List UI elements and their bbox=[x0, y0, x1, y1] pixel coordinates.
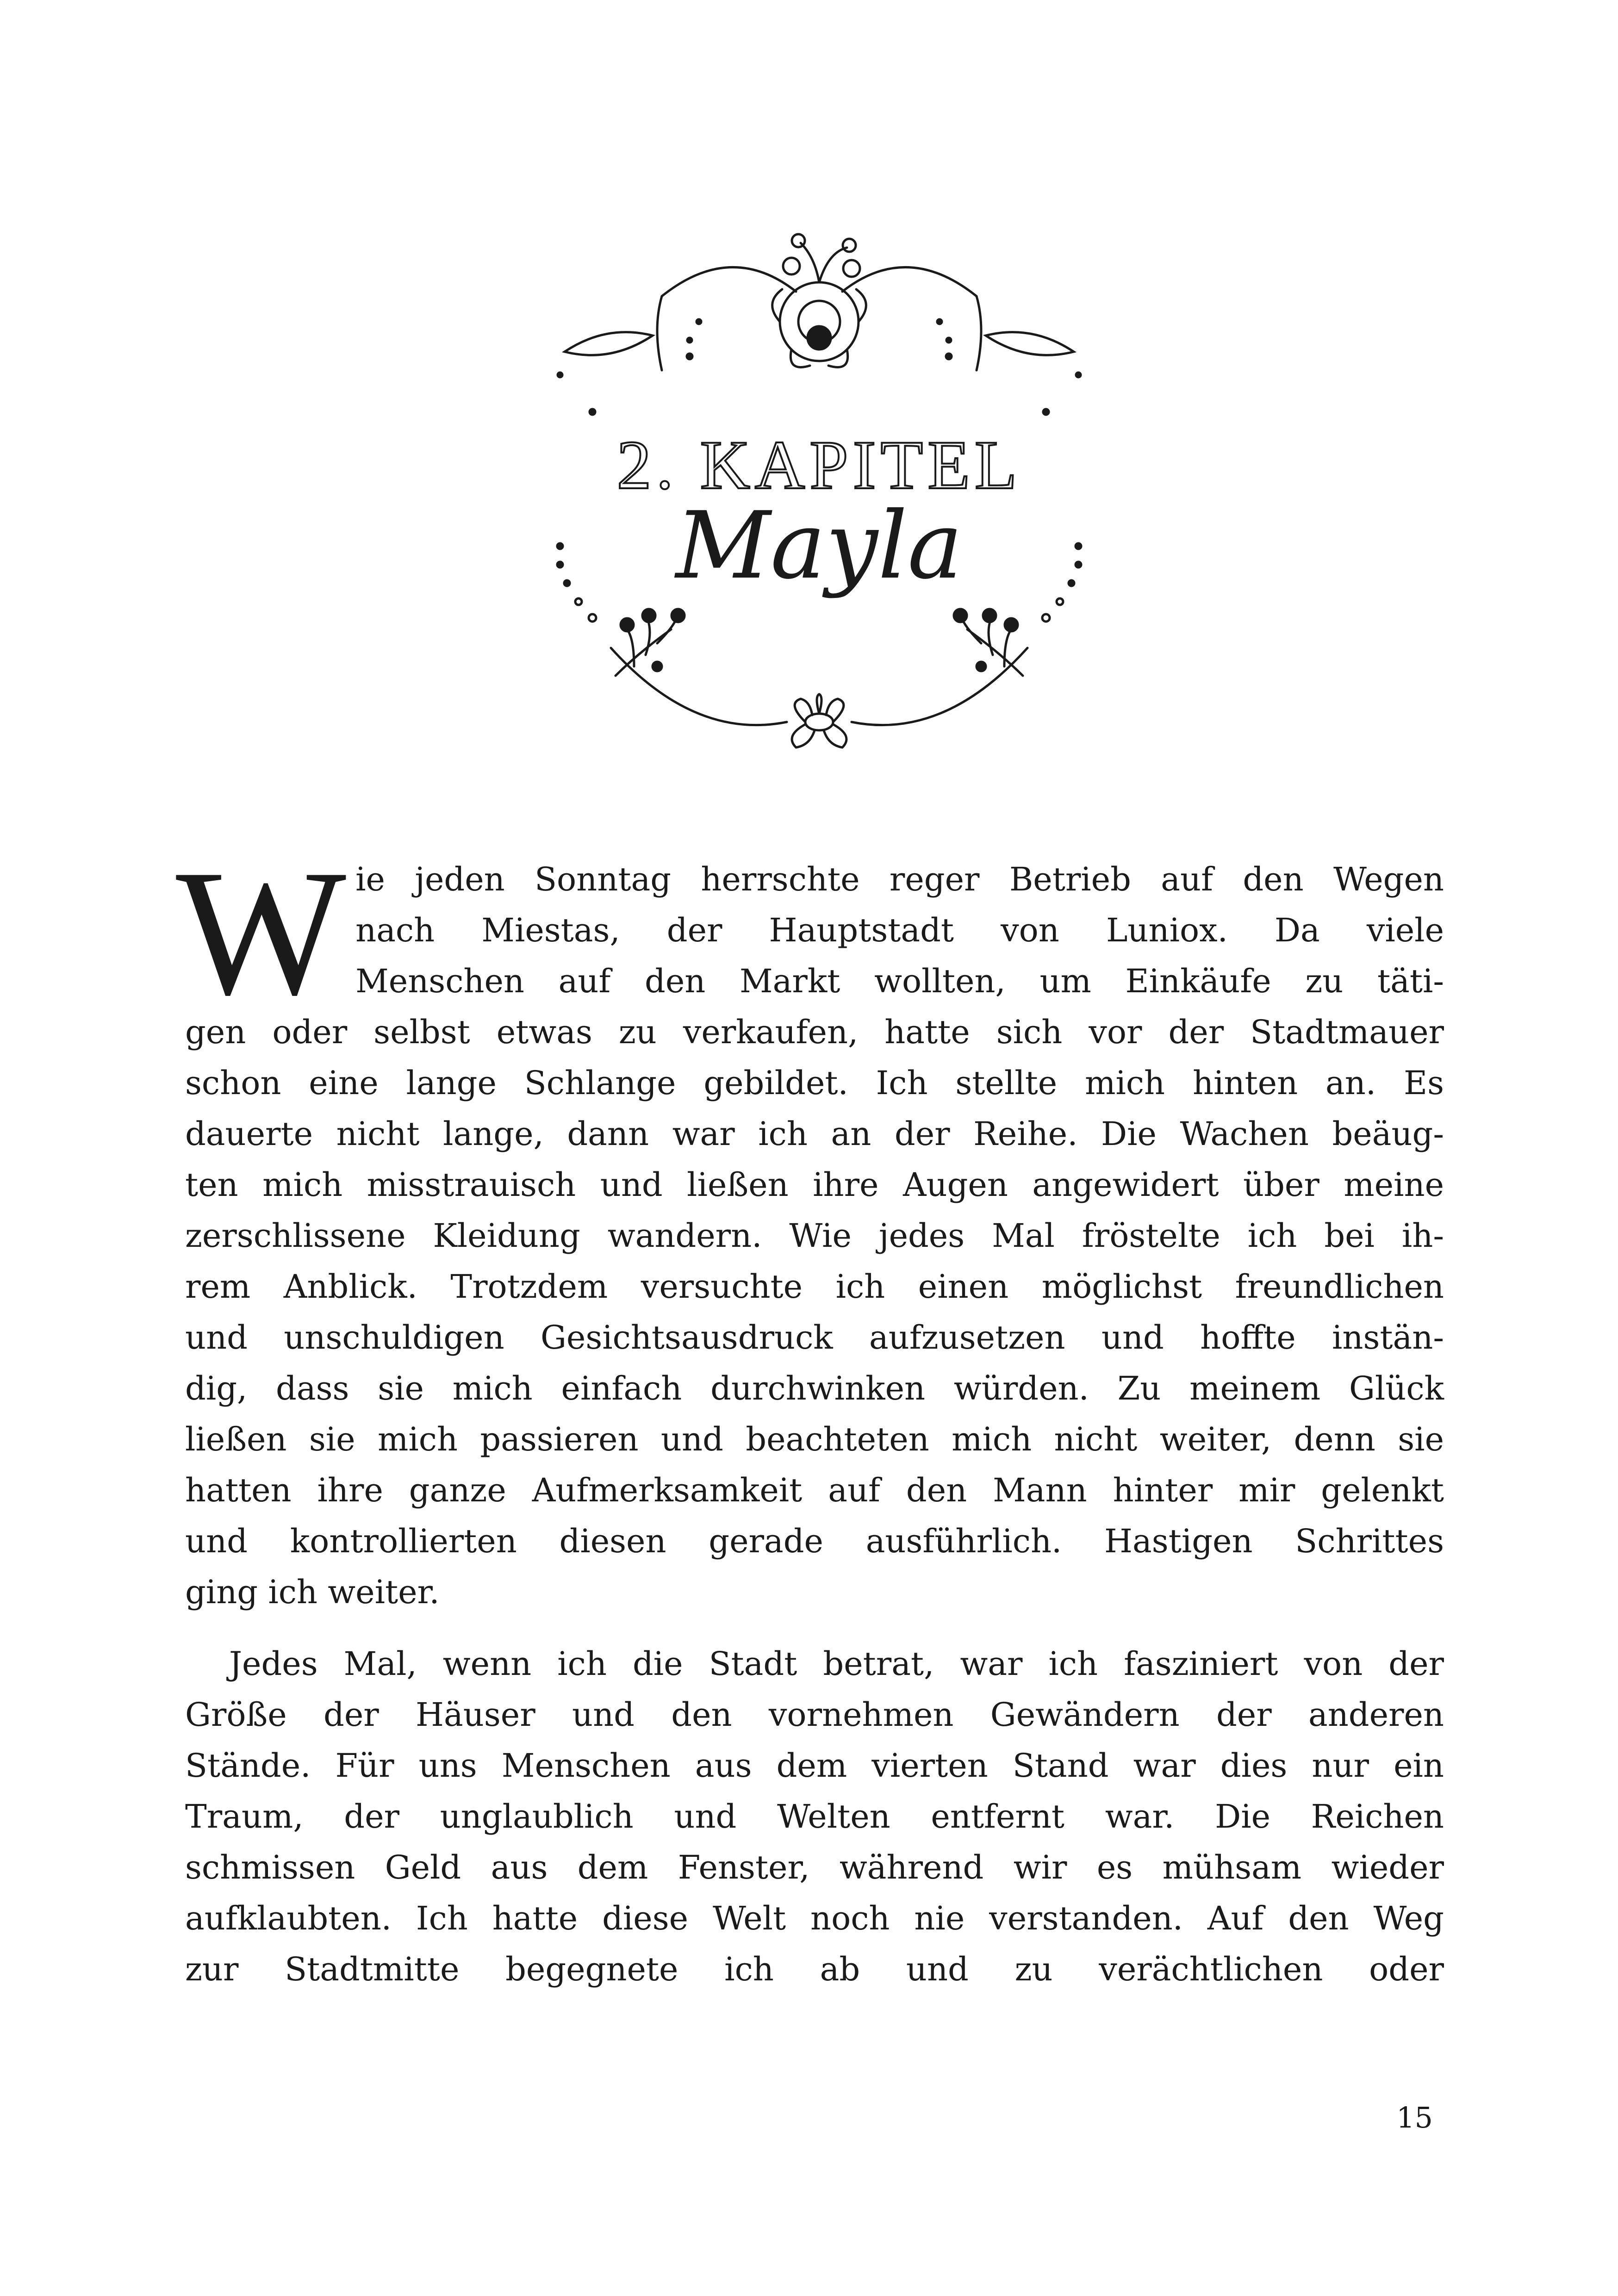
text-line: gen oder selbst etwas zu verkaufen, hatte sich vor der Stadtmauer bbox=[185, 1013, 1444, 1051]
drop-cap: W bbox=[176, 833, 347, 1033]
text-line: schon eine lange Schlange gebildet. Ich stellte mich hinten an. Es bbox=[185, 1064, 1444, 1102]
paragraph-2 bbox=[185, 1638, 1444, 1995]
text-line: Jedes Mal, wenn ich die Stadt betrat, war ich fasziniert von der bbox=[229, 1645, 1444, 1683]
text-line: ie jeden Sonntag herrschte reger Betrieb auf den Wegen bbox=[355, 860, 1444, 898]
text-line: dig, dass sie mich einfach durchwinken würden. Zu meinem Glück bbox=[185, 1369, 1444, 1407]
text-line: dauerte nicht lange, dann war ich an der Reihe. Die Wachen beäug- bbox=[185, 1115, 1444, 1153]
text-line: Stände. Für uns Menschen aus dem vierten Stand war dies nur ein bbox=[185, 1747, 1444, 1785]
text-line: Menschen auf den Markt wollten, um Einkäufe zu täti- bbox=[355, 962, 1444, 1000]
chapter-body bbox=[176, 833, 1444, 1995]
chapter-name: Mayla bbox=[675, 492, 963, 600]
text-line: Traum, der unglaublich und Welten entfernt war. Die Reichen bbox=[185, 1798, 1444, 1836]
text-line: schmissen Geld aus dem Fenster, während wir es mühsam wieder bbox=[185, 1848, 1444, 1886]
text-line: ten mich misstrauisch und ließen ihre Augen angewidert über meine bbox=[185, 1166, 1444, 1204]
page-number: 15 bbox=[1396, 2101, 1433, 2134]
text-line: zerschlissene Kleidung wandern. Wie jedes Mal fröstelte ich bei ih- bbox=[185, 1217, 1444, 1255]
text-line: zur Stadtmitte begegnete ich ab und zu verächtlichen oder bbox=[185, 1950, 1444, 1988]
text-line: und kontrollierten diesen gerade ausführlich. Hastigen Schrittes bbox=[185, 1522, 1444, 1560]
text-line: hatten ihre ganze Aufmerksamkeit auf den Mann hinter mir gelenkt bbox=[185, 1471, 1444, 1509]
text-line: nach Miestas, der Hauptstadt von Luniox. Da viele bbox=[355, 911, 1444, 949]
chapter-number: 2. KAPITEL bbox=[616, 427, 1022, 504]
text-line: ging ich weiter. bbox=[185, 1573, 440, 1611]
text-line: aufklaubten. Ich hatte diese Welt noch nie verstanden. Auf den Weg bbox=[185, 1899, 1444, 1937]
text-line: Größe der Häuser und den vornehmen Gewändern der anderen bbox=[185, 1696, 1444, 1734]
text-line: und unschuldigen Gesichtsausdruck aufzusetzen und hoffte instän- bbox=[185, 1319, 1444, 1356]
paragraph-1 bbox=[176, 833, 1444, 1618]
text-line: rem Anblick. Trotzdem versuchte ich einen möglichst freundlichen bbox=[185, 1268, 1444, 1306]
text-line: ließen sie mich passieren und beachteten mich nicht weiter, denn sie bbox=[185, 1420, 1444, 1458]
